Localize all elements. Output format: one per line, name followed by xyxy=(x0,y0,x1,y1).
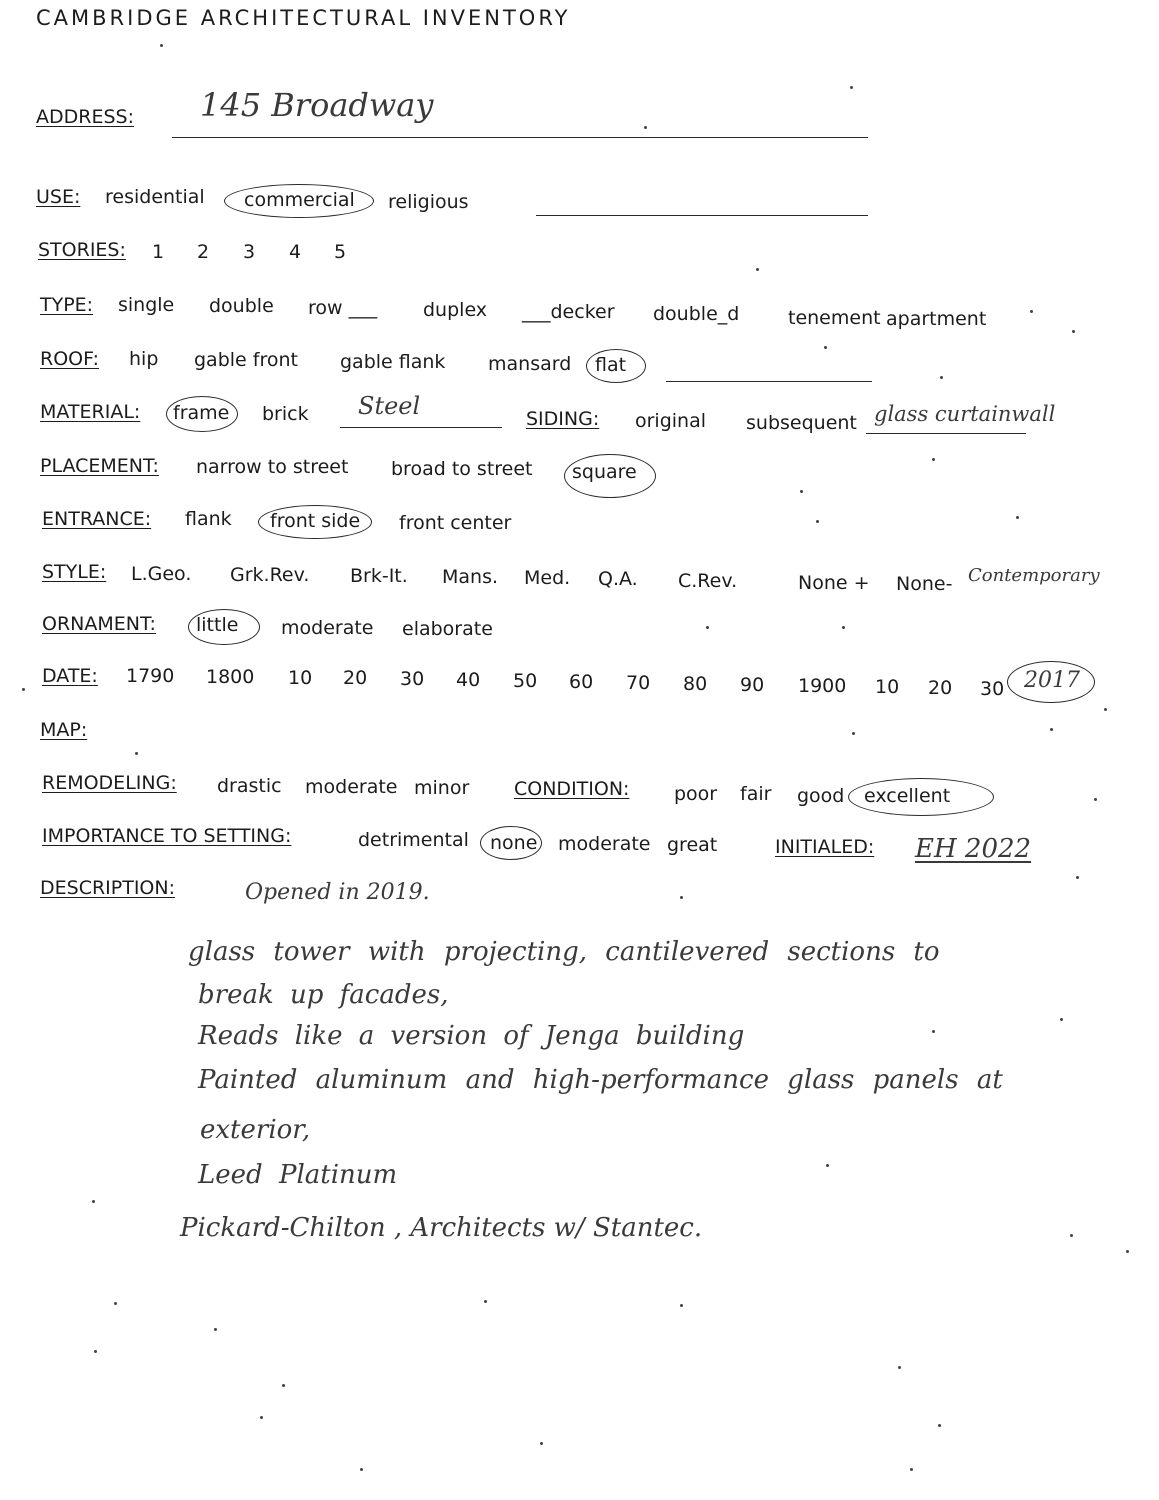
style-option-c-rev: C.Rev. xyxy=(678,570,738,592)
scan-speck xyxy=(360,1468,363,1471)
material-option-frame: frame xyxy=(173,402,230,424)
form-title: CAMBRIDGE ARCHITECTURAL INVENTORY xyxy=(36,6,571,30)
use-label: USE: xyxy=(36,186,81,208)
placement-label: PLACEMENT: xyxy=(40,455,159,477)
scan-speck xyxy=(160,44,163,47)
type-label: TYPE: xyxy=(40,294,94,316)
entrance-label: ENTRANCE: xyxy=(42,508,152,530)
scan-speck xyxy=(1094,798,1097,801)
date-selection-mark xyxy=(1007,661,1095,703)
type-option-single: single xyxy=(118,294,175,316)
scan-speck xyxy=(826,1164,829,1167)
use-selection-mark xyxy=(224,184,374,218)
entrance-option-flank: flank xyxy=(185,508,232,530)
roof-other-underline xyxy=(666,381,872,382)
entrance-option-front-side: front side xyxy=(270,510,361,532)
ornament-option-elaborate: elaborate xyxy=(402,618,493,640)
condition-option-good: good xyxy=(797,785,845,807)
material-option-brick: brick xyxy=(262,403,309,425)
stories-option-1: 1 xyxy=(152,241,165,263)
use-other-underline xyxy=(536,215,868,216)
date-option-1900: 1900 xyxy=(798,675,847,697)
scan-speck xyxy=(484,1300,487,1303)
roof-option-hip: hip xyxy=(129,348,159,370)
description-line-6: exterior, xyxy=(200,1115,311,1145)
stories-option-5: 5 xyxy=(334,241,347,263)
scan-speck xyxy=(1030,310,1033,313)
map-label: MAP: xyxy=(40,719,88,741)
description-line-5: Painted aluminum and high-performance glass panels at xyxy=(198,1065,1003,1095)
use-option-religious: religious xyxy=(388,191,469,213)
siding-option-subsequent: subsequent xyxy=(746,412,857,434)
importance-option-moderate: moderate xyxy=(558,833,651,855)
scan-speck xyxy=(910,1468,913,1471)
roof-option-flat: flat xyxy=(595,354,627,376)
scan-speck xyxy=(22,688,25,691)
initialed-label: INITIALED: xyxy=(775,836,875,858)
scan-speck xyxy=(282,1384,285,1387)
type-option-row: row ___ xyxy=(308,297,378,319)
scan-speck xyxy=(214,1328,217,1331)
scan-speck xyxy=(114,1302,117,1305)
date-option-1880: 80 xyxy=(683,673,708,695)
type-option-double-d: double_d xyxy=(653,303,740,325)
date-option-1910: 10 xyxy=(875,676,900,698)
scan-speck xyxy=(816,520,819,523)
scan-speck xyxy=(92,1200,95,1203)
style-value: Contemporary xyxy=(968,565,1100,586)
remodeling-label: REMODELING: xyxy=(42,772,177,794)
scan-speck xyxy=(898,1366,901,1369)
scan-speck xyxy=(1016,516,1019,519)
scan-speck xyxy=(852,732,855,735)
material-other-underline xyxy=(340,427,502,428)
date-option-1860: 60 xyxy=(569,671,594,693)
date-label: DATE: xyxy=(42,665,98,687)
date-value: 2017 xyxy=(1024,668,1080,693)
use-option-residential: residential xyxy=(105,186,205,208)
style-option-none-plus: None + xyxy=(798,572,870,594)
type-option-decker: ___decker xyxy=(522,301,615,323)
roof-label: ROOF: xyxy=(40,348,99,370)
remodeling-option-moderate: moderate xyxy=(305,776,398,798)
importance-option-none: none xyxy=(490,832,538,854)
importance-selection-mark xyxy=(480,826,542,860)
date-option-1830: 30 xyxy=(400,668,425,690)
scan-speck xyxy=(938,1424,941,1427)
placement-option-broad: broad to street xyxy=(391,458,533,480)
scan-speck xyxy=(850,86,853,89)
scan-speck xyxy=(135,752,138,755)
date-option-1800: 1800 xyxy=(206,666,255,688)
siding-label: SIDING: xyxy=(526,408,600,430)
scan-speck xyxy=(842,626,845,629)
importance-label: IMPORTANCE TO SETTING: xyxy=(42,825,292,847)
scan-speck xyxy=(706,626,709,629)
date-option-1810: 10 xyxy=(288,667,313,689)
roof-option-mansard: mansard xyxy=(488,353,572,375)
type-option-apartment: apartment xyxy=(886,308,987,330)
placement-option-narrow: narrow to street xyxy=(196,456,349,478)
scan-speck xyxy=(932,458,935,461)
initialed-value: EH 2022 xyxy=(915,834,1032,864)
scan-speck xyxy=(1050,728,1053,731)
siding-underline xyxy=(866,433,1026,434)
scan-speck xyxy=(1104,708,1107,711)
scan-speck xyxy=(680,1304,683,1307)
condition-option-poor: poor xyxy=(674,783,718,805)
scan-speck xyxy=(800,490,803,493)
scan-speck xyxy=(94,1350,97,1353)
type-option-duplex: duplex xyxy=(423,299,488,321)
material-label: MATERIAL: xyxy=(40,401,141,423)
style-option-grk-rev: Grk.Rev. xyxy=(230,564,310,586)
importance-option-detrimental: detrimental xyxy=(358,829,469,851)
scan-speck xyxy=(932,1030,935,1033)
roof-option-gable-flank: gable flank xyxy=(340,351,446,373)
date-option-1890: 90 xyxy=(740,674,765,696)
scan-speck xyxy=(940,376,943,379)
scan-speck xyxy=(824,346,827,349)
style-option-q-a: Q.A. xyxy=(598,568,638,590)
description-line-2: glass tower with projecting, cantilevered sections to xyxy=(188,937,940,967)
scan-speck xyxy=(260,1416,263,1419)
stories-option-4: 4 xyxy=(289,241,302,263)
stories-option-2: 2 xyxy=(197,241,210,263)
style-option-l-geo: L.Geo. xyxy=(131,563,192,585)
date-option-1820: 20 xyxy=(343,667,368,689)
placement-selection-mark xyxy=(564,454,656,498)
remodeling-option-minor: minor xyxy=(414,777,470,799)
scan-speck xyxy=(1072,330,1075,333)
style-label: STYLE: xyxy=(42,561,107,583)
material-selection-mark xyxy=(166,396,238,432)
address-underline xyxy=(172,137,868,138)
date-option-1840: 40 xyxy=(456,669,481,691)
date-option-1850: 50 xyxy=(513,670,538,692)
type-option-double: double xyxy=(209,295,274,317)
date-option-1870: 70 xyxy=(626,672,651,694)
type-option-tenement: tenement xyxy=(788,307,881,329)
ornament-option-little: little xyxy=(196,614,239,636)
scan-speck xyxy=(1076,876,1079,879)
use-option-commercial: commercial xyxy=(244,189,355,211)
scan-speck xyxy=(756,268,759,271)
address-label: ADDRESS: xyxy=(36,106,134,128)
description-line-7: Leed Platinum xyxy=(198,1160,398,1190)
scan-speck xyxy=(1126,1250,1129,1253)
condition-selection-mark xyxy=(848,778,994,816)
ornament-option-moderate: moderate xyxy=(281,617,374,639)
placement-option-square: square xyxy=(572,461,637,483)
date-option-1790: 1790 xyxy=(126,665,175,687)
scan-speck xyxy=(1060,1018,1063,1021)
date-option-1930: 30 xyxy=(980,678,1005,700)
ornament-selection-mark xyxy=(188,609,260,645)
remodeling-option-drastic: drastic xyxy=(217,775,282,797)
siding-option-original: original xyxy=(635,410,707,432)
description-line-1: Opened in 2019. xyxy=(245,880,430,905)
style-option-brk-it: Brk-It. xyxy=(350,565,408,587)
scan-speck xyxy=(1070,1234,1073,1237)
condition-label: CONDITION: xyxy=(514,778,630,800)
roof-option-gable-front: gable front xyxy=(194,349,298,371)
ornament-label: ORNAMENT: xyxy=(42,613,156,635)
date-option-1920: 20 xyxy=(928,677,953,699)
entrance-option-front-center: front center xyxy=(399,512,512,534)
scan-speck xyxy=(680,896,683,899)
entrance-selection-mark xyxy=(258,505,372,539)
style-option-med: Med. xyxy=(524,567,571,589)
style-option-mans: Mans. xyxy=(442,566,499,588)
description-line-3: break up facades, xyxy=(198,980,449,1010)
importance-option-great: great xyxy=(667,834,718,856)
material-other-value: Steel xyxy=(358,392,421,420)
style-option-none-minus: None- xyxy=(896,573,953,595)
stories-option-3: 3 xyxy=(243,241,256,263)
condition-option-fair: fair xyxy=(740,783,772,805)
roof-selection-mark xyxy=(586,349,646,383)
stories-label: STORIES: xyxy=(38,239,126,261)
scan-speck xyxy=(644,126,647,129)
scan-speck xyxy=(540,1442,543,1445)
description-line-4: Reads like a version of Jenga building xyxy=(198,1021,745,1051)
siding-value: glass curtainwall xyxy=(874,402,1056,426)
address-value: 145 Broadway xyxy=(200,86,434,124)
condition-option-excellent: excellent xyxy=(864,785,951,807)
description-line-8: Pickard-Chilton , Architects w/ Stantec. xyxy=(180,1213,703,1243)
description-label: DESCRIPTION: xyxy=(40,877,176,899)
